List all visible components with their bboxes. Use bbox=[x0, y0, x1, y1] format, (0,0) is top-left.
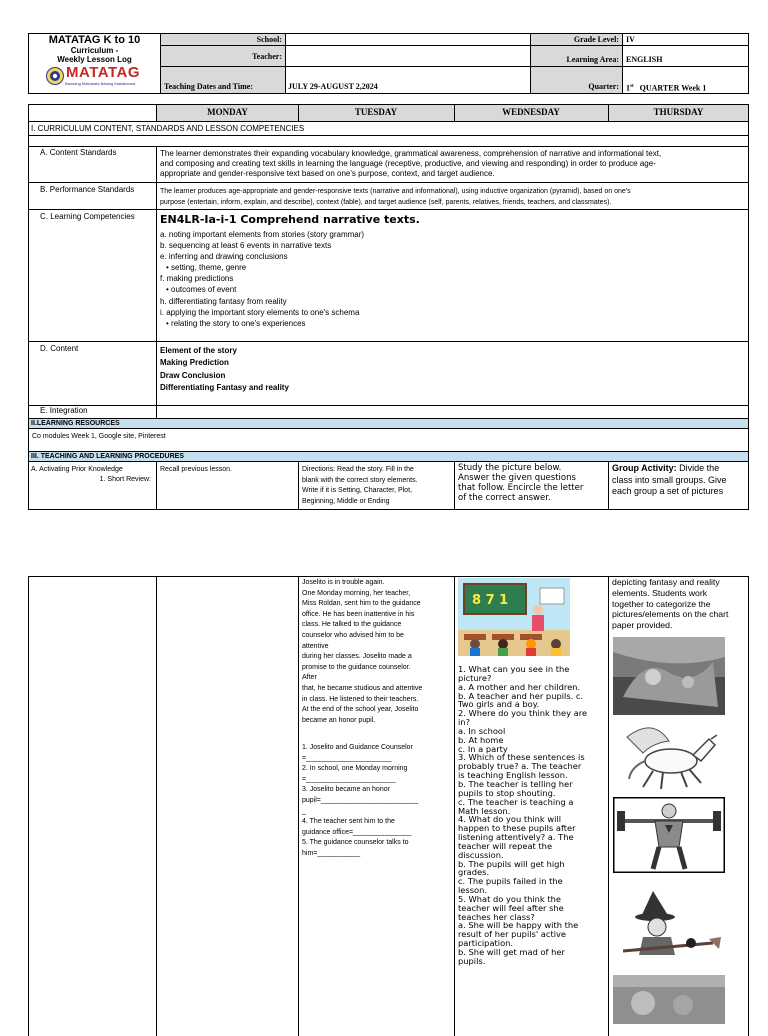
competency-item: i. applying the important story elements to one's schema bbox=[160, 307, 360, 317]
content-item: Making Prediction bbox=[160, 358, 229, 368]
area-label: Learning Area: bbox=[566, 55, 619, 64]
fill-item: =_______________________ bbox=[302, 775, 396, 783]
section-3-heading: III. TEACHING AND LEARNING PROCEDURES bbox=[31, 453, 184, 460]
question-line: participation. bbox=[458, 938, 514, 949]
competency-item: • outcomes of event bbox=[166, 285, 237, 295]
thursday-activity-line: class into small groups. Give bbox=[612, 474, 727, 485]
question-line: a. In school bbox=[458, 725, 506, 736]
tuesday-directions-line: Directions: Read the story. Fill in the bbox=[302, 466, 414, 473]
wednesday-directions-line: that follow. Encircle the letter bbox=[458, 483, 584, 493]
question-line: b. The teacher is telling her bbox=[458, 778, 573, 789]
thursday-activity bbox=[612, 463, 727, 498]
content-item: Differentiating Fantasy and reality bbox=[160, 382, 289, 392]
question-line: b. At home bbox=[458, 734, 504, 745]
performance-standards-label: B. Performance Standards bbox=[40, 185, 135, 194]
classroom-picture bbox=[458, 578, 570, 656]
question-line: 5. What do you think the bbox=[458, 893, 561, 904]
header-subtitle-2: Weekly Lesson Log bbox=[57, 55, 132, 64]
dates-label: Teaching Dates and Time: bbox=[164, 82, 253, 91]
question-line: lesson. bbox=[458, 885, 488, 896]
fantasy-reality-picture-1 bbox=[613, 637, 725, 715]
quarter-value-block bbox=[626, 82, 706, 94]
day-header-monday: MONDAY bbox=[207, 107, 248, 117]
competency-item: f. making predictions bbox=[160, 274, 234, 284]
section-2-heading: II.LEARNING RESOURCES bbox=[31, 420, 120, 427]
story-line: that, he became studious and attentive bbox=[302, 684, 423, 692]
day-header-thursday: THURSDAY bbox=[653, 107, 704, 117]
superhero-picture bbox=[613, 797, 725, 873]
question-line: teacher will repeat the bbox=[458, 840, 553, 851]
question-line: picture? bbox=[458, 672, 492, 683]
tuesday-directions-line: blank with the correct story elements. bbox=[302, 476, 418, 484]
area-value: ENGLISH bbox=[626, 55, 663, 64]
quarter-number: 1 bbox=[626, 83, 630, 93]
performance-standards-text bbox=[160, 186, 750, 208]
thursday-line: depicting fantasy and reality bbox=[612, 577, 720, 587]
fill-item: 5. The guidance counselor talks to bbox=[302, 839, 409, 847]
question-line: pupils to stop shouting. bbox=[458, 787, 556, 798]
competencies-label: C. Learning Competencies bbox=[40, 212, 135, 221]
thursday-line: together to categorize the bbox=[612, 598, 711, 609]
content-standards-line: The learner demonstrates their expanding vocabulary knowledge, grammatical awareness, comprehension of narrative and informational text, bbox=[160, 149, 662, 158]
tuesday-story bbox=[302, 578, 422, 726]
story-line: became an honor pupil. bbox=[302, 716, 376, 724]
wednesday-directions bbox=[458, 463, 583, 503]
question-line: 3. Which of these sentences is bbox=[458, 752, 585, 763]
question-line: 4. What do you think will bbox=[458, 814, 562, 825]
thursday-continued bbox=[612, 577, 728, 631]
monday-review: Recall previous lesson. bbox=[160, 466, 232, 473]
matatag-logo-tagline: Bansang Makabata Batang Makabansa bbox=[65, 81, 136, 86]
story-line: Joselito is in trouble again. bbox=[302, 579, 385, 586]
fill-item: 4. The teacher sent him to the bbox=[302, 818, 395, 826]
performance-standards-line: purpose (entertain, inform, explain, and describe), context (fable), and target audience (self, parents, relatives, friends, teachers, and classmates). bbox=[160, 199, 612, 206]
question-line: c. The teacher is teaching a bbox=[458, 796, 574, 807]
quarter-label: Quarter: bbox=[588, 82, 619, 91]
question-line: c. The pupils failed in the bbox=[458, 876, 563, 887]
competency-item: e. inferring and drawing conclusions bbox=[160, 252, 288, 262]
fantasy-reality-picture-5 bbox=[613, 975, 725, 1024]
thursday-line: elements. Students work bbox=[612, 587, 708, 598]
teacher-label: Teacher: bbox=[252, 52, 282, 61]
question-line: a. A mother and her children. bbox=[458, 681, 581, 692]
competencies-heading: EN4LR-Ia-i-1 Comprehend narrative texts. bbox=[160, 213, 420, 226]
question-line: probably true? a. The teacher bbox=[458, 761, 582, 772]
content-standards-line: and composing and creating text skills in learning the language (receptive, productive, and viewing and responding) in order to produce age- bbox=[160, 159, 656, 168]
resources-text: Co modules Week 1, Google site, Pinterest bbox=[32, 433, 166, 440]
question-line: discussion. bbox=[458, 849, 504, 860]
day-header-wednesday: WEDNESDAY bbox=[502, 107, 560, 117]
activating-label: A. Activating Prior Knowledge bbox=[31, 466, 123, 473]
grade-value: IV bbox=[626, 35, 635, 44]
tuesday-directions-line: Beginning, Middle or Ending bbox=[302, 497, 390, 505]
question-line: a. She will be happy with the bbox=[458, 920, 579, 931]
short-review-label: 1. Short Review: bbox=[99, 476, 151, 483]
content-standards-text bbox=[160, 149, 750, 179]
thursday-line: paper provided. bbox=[612, 620, 673, 631]
question-line: teaches her class? bbox=[458, 911, 535, 922]
story-line: Miss Roldan, sent him to the guidance bbox=[302, 600, 421, 608]
school-label: School: bbox=[256, 35, 282, 44]
question-line: is teaching English lesson. bbox=[458, 770, 568, 781]
thursday-activity-line: Divide the bbox=[676, 463, 720, 473]
question-line: listening attentively? a. The bbox=[458, 832, 574, 843]
day-header-tuesday: TUESDAY bbox=[354, 107, 398, 117]
wednesday-questions bbox=[458, 665, 587, 966]
wednesday-directions-line: Answer the given questions bbox=[458, 473, 576, 483]
fill-item: 1. Joselito and Guidance Counselor bbox=[302, 744, 413, 751]
tuesday-directions-line: Write if it is Setting, Character, Plot, bbox=[302, 487, 412, 494]
competency-item: • relating the story to one's experiences bbox=[166, 318, 306, 328]
integration-label: E. Integration bbox=[40, 406, 88, 415]
wednesday-directions-line: of the correct answer. bbox=[458, 493, 551, 503]
tuesday-items bbox=[302, 743, 418, 860]
question-line: Two girls and a boy. bbox=[458, 699, 540, 710]
fill-item: =______________________ bbox=[302, 754, 392, 762]
header-title: MATATAG K to 10 bbox=[48, 34, 141, 46]
thursday-activity-bold: Group Activity: bbox=[612, 463, 677, 473]
fill-item: _ bbox=[302, 807, 306, 815]
competency-item: a. noting important elements from stories (story grammar) bbox=[160, 230, 365, 239]
story-line: office. He has been inattentive in his bbox=[302, 610, 415, 618]
question-line: c. In a party bbox=[458, 743, 508, 754]
question-line: in? bbox=[458, 717, 470, 728]
content-standards-line: appropriate and gender-responsive text based on one's purpose, context, and target audience. bbox=[160, 169, 495, 178]
competency-item: • setting, theme, genre bbox=[166, 263, 247, 273]
story-line: class. He talked to the guidance bbox=[302, 621, 402, 629]
pegasus-picture bbox=[613, 717, 725, 793]
question-line: 1. What can you see in the bbox=[458, 664, 570, 674]
wednesday-directions-line: Study the picture below. bbox=[458, 463, 562, 473]
story-line: counselor who advised him to be bbox=[302, 631, 404, 639]
section-1-heading: I. CURRICULUM CONTENT, STANDARDS AND LESSON COMPETENCIES bbox=[31, 124, 305, 133]
story-line: One Monday morning, her teacher, bbox=[302, 589, 411, 597]
question-line: b. A teacher and her pupils. c. bbox=[458, 690, 584, 701]
question-line: result of her pupils' active bbox=[458, 929, 567, 940]
svg-text:8 7 1: 8 7 1 bbox=[472, 593, 509, 608]
story-line: in class. He listened to their teachers. bbox=[302, 695, 419, 703]
witch-picture bbox=[613, 887, 725, 969]
question-line: b. The pupils will get high bbox=[458, 858, 565, 869]
question-line: 2. Where do you think they are bbox=[458, 708, 588, 719]
fill-item: 3. Joselito became an honor bbox=[302, 786, 390, 794]
quarter-text: QUARTER Week 1 bbox=[639, 83, 707, 93]
content-label: D. Content bbox=[40, 344, 79, 353]
fill-item: him=___________ bbox=[302, 849, 361, 857]
fill-item: pupil=_________________________ bbox=[302, 796, 419, 804]
story-line: After bbox=[302, 674, 317, 682]
header-logo-block bbox=[29, 34, 160, 93]
fill-item: guidance office=_______________ bbox=[302, 828, 412, 836]
content-list bbox=[160, 345, 289, 394]
deped-seal-icon bbox=[46, 67, 64, 85]
grade-label: Grade Level: bbox=[573, 35, 619, 44]
competencies-list bbox=[160, 229, 364, 329]
content-standards-label: A. Content Standards bbox=[40, 148, 117, 157]
story-line: attentive bbox=[302, 642, 329, 650]
thursday-activity-line: each group a set of pictures bbox=[612, 486, 724, 496]
fill-item: 2. In school, one Monday morning bbox=[302, 765, 408, 773]
question-line: teacher will feel after she bbox=[458, 902, 564, 913]
question-line: b. She will get mad of her bbox=[458, 947, 565, 957]
matatag-logo-text: MATATAG bbox=[66, 64, 141, 81]
story-line: during her classes. Joselito made a bbox=[302, 653, 412, 661]
story-line: promise to the guidance counselor. bbox=[302, 663, 411, 671]
question-line: happen to these pupils after bbox=[458, 823, 576, 834]
competency-item: b. sequencing at least 6 events in narrative texts bbox=[160, 241, 332, 251]
performance-standards-line: The learner produces age-appropriate and gender-responsive texts (narrative and informational), using inductive organization (pyramid), based on one's bbox=[160, 188, 631, 195]
question-line: grades. bbox=[458, 867, 490, 878]
quarter-superscript: st bbox=[630, 84, 634, 89]
story-line: At the end of the school year, Joselito bbox=[302, 706, 419, 714]
thursday-line: pictures/elements on the chart bbox=[612, 609, 729, 620]
dates-value: JULY 29-AUGUST 2,2024 bbox=[288, 82, 378, 91]
header-subtitle-1: Curriculum - bbox=[70, 46, 119, 55]
question-line: pupils. bbox=[458, 955, 486, 966]
content-item: Draw Conclusion bbox=[160, 370, 226, 380]
content-item: Element of the story bbox=[160, 346, 237, 355]
tuesday-directions bbox=[302, 465, 418, 507]
question-line: Math lesson. bbox=[458, 805, 511, 816]
competency-item: h. differentiating fantasy from reality bbox=[160, 296, 287, 306]
